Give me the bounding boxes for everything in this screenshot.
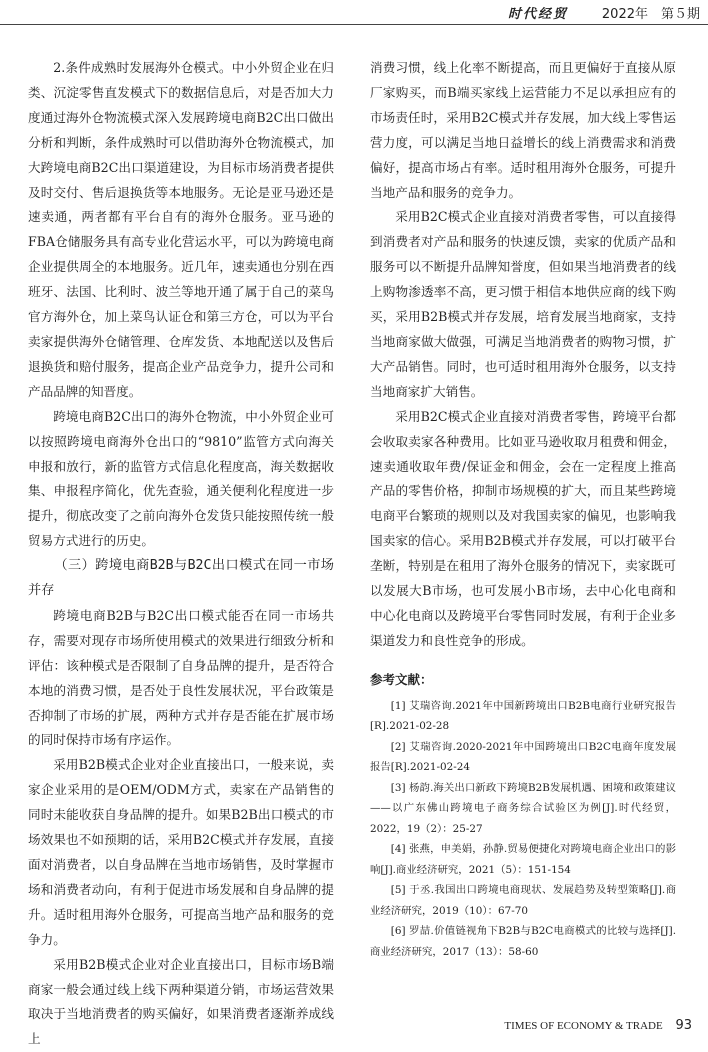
reference-item: [3] 杨韵.海关出口新政下跨境B2B发展机遇、困境和政策建议——以广东佛山跨境电子商务综合试验区为例[J].时代经贸，2022，19（2）：25-27 [370,781,676,835]
right-column [370,56,676,962]
reference-item: [2] 艾瑞咨询.2020-2021年中国跨境出口B2C电商年度发展报告[R].2021-02-24 [370,740,676,774]
paragraph: 2.条件成熟时发展海外仓模式。中小外贸企业在归类、沉淀零售直发模式下的数据信息后，对是否加大力度通过海外仓物流模式深入发展跨境电商B2C出口做出分析和判断，条件成熟时可以借助海外仓物流模式，加大跨境电商B2C出口渠道建设，为目标市场消费者提供及时交付、售后退换货等本地服务。无论是亚马逊还是速卖通，两者都有平台自有的海外仓服务。亚马逊的FBA仓储服务具有高专业化营运水平，可以为跨境电商企业提供周全的本地服务。近几年，速卖通也分别在西班牙、法国、比利时、波兰等地开通了属于自己的菜鸟官方海外仓，加上菜鸟认证仓和第三方仓，可以为平台卖家提供海外仓储管理、仓库发货、本地配送以及售后退换货和赔付服务，提高企业产品竞争力，提升公司和产品品牌的知晋度。 [28,60,334,399]
paragraph: 采用B2C模式企业直接对消费者零售，跨境平台都会收取卖家各种费用。比如亚马逊收取月租费和佣金，速卖通收取年费/保证金和佣金，会在一定程度上推高产品的零售价格，抑制市场规模的扩大，而且某些跨境电商平台繁琐的规则以及对我国卖家的偏见，也影响我国卖家的信心。采用B2B模式并存发展，可以打破平台垄断，特别是在租用了海外仓服务的情况下，卖家既可以发展大B市场，也可发展小B市场，去中心化电商和中心化电商以及跨境平台零售同时发展，有利于企业多渠道发力和良性竞争的形成。 [370,408,676,648]
left-column [28,56,334,1052]
reference-item: [1] 艾瑞咨询.2021年中国新跨境出口B2B电商行业研究报告[R].2021-02-28 [370,699,676,733]
section-heading: （三）跨境电商B2B与B2C出口模式在同一市场并存 [28,558,334,599]
journal-english-name: TIMES OF ECONOMY & TRADE [504,1020,663,1032]
paragraph: 消费习惯，线上化率不断提高，而且更偏好于直接从原厂家购买，而B端买家线上运营能力不足以承担应有的市场责任时，采用B2C模式并存发展，加大线上零售运营力度，可以满足当地日益增长的线上消费需求和消费偏好，提高市场占有率。适时租用海外仓服务，可提升当地产品和服务的竞争力。 [370,60,676,200]
paragraph: 采用B2B模式企业对企业直接出口，目标市场B端商家一般会通过线上线下两种渠道分销，市场运营效果取决于当地消费者的购买偏好，如果消费者逐渐养成线上 [28,956,334,1047]
paragraph: 采用B2C模式企业直接对消费者零售，可以直接得到消费者对产品和服务的快速反馈，卖家的优质产品和服务可以不断提升品牌知誉度，但如果当地消费者的线上购物渗透率不高，更习惯于相信本地供应商的线下购买，采用B2B模式并存发展，培育发展当地商家，支持当地商家做大做强，可满足当地消费者的购物习惯，扩大产品销售。同时，也可适时租用海外仓服务，以支持当地商家扩大销售。 [370,209,676,399]
page-footer [504,1018,692,1033]
reference-item: [5] 于丞.我国出口跨境电商现状、发展趋势及转型策略[J].商业经济研究，2019（10）：67-70 [370,884,676,917]
references-title: 参考文献： [370,671,433,687]
paragraph: 采用B2B模式企业对企业直接出口，一般来说，卖家企业采用的是OEM/ODM方式，卖家在产品销售的同时未能收获自身品牌的提升。如果B2B出口模式的市场效果也不如预期的话，采用B2C模式并存发展，直接面对消费者，以自身品牌在当地市场销售，及时掌握市场和消费者动向，有利于促进市场发展和自身品牌的提升。适时租用海外仓服务，可提高当地产品和服务的竞争力。 [28,757,334,947]
issue-info: 2022年 第５期 [601,7,700,22]
reference-item: [6] 罗喆.价值链视角下B2B与B2C电商模式的比较与选择[J].商业经济研究，2017（13）：58-60 [370,925,676,958]
paragraph: 跨境电商B2C出口的海外仓物流，中小外贸企业可以按照跨境电商海外仓出口的“9810”监管方式向海关申报和放行，新的监管方式信息化程度高，海关数据收集、申报程序简化，优先查验，通关便利化程度进一步提升，彻底改变了之前向海外仓发货只能按照传统一般贸易方式进行的历史。 [28,408,334,549]
page-header [0,0,708,25]
paragraph: 跨境电商B2B与B2C出口模式能否在同一市场共存，需要对现存市场所使用模式的效果进行细致分析和评估：该种模式是否限制了自身品牌的提升，是否符合本地的消费习惯，是否处于良性发展状况，平台政策是否抑制了市场的扩展，两种方式并存是否能在扩展市场的同时保持市场有序运作。 [28,607,334,748]
references [370,668,676,963]
page-number: 93 [675,1018,692,1033]
journal-title: 时代经贸 [507,7,568,22]
reference-item: [4] 张燕，申美娟，孙静.贸易便捷化对跨境电商企业出口的影响[J].商业经济研究，2021（5）：151-154 [370,843,676,876]
